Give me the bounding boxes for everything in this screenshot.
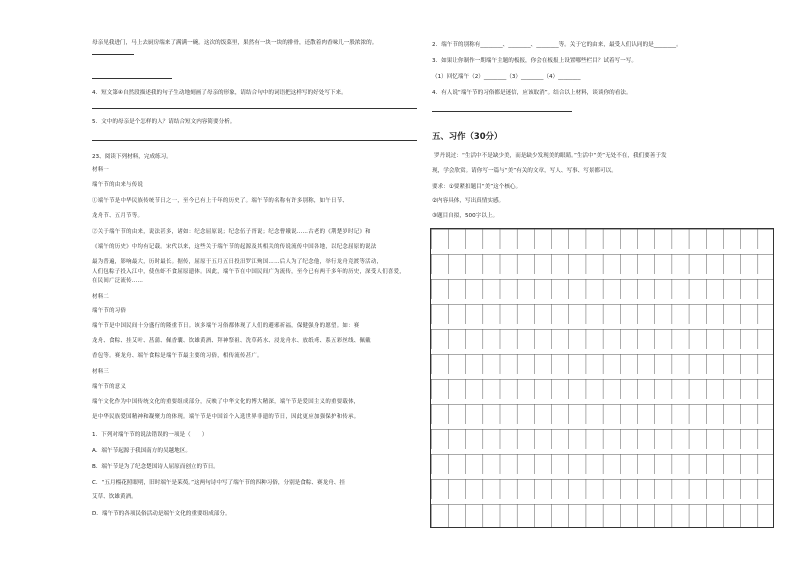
- question-4: 4．短文第④自然段描述我的句子生动地刻画了母亲的形象，请结合句中的词语把这样写的好处写下来。: [92, 90, 347, 96]
- question-4-right: 4．有人说“端午节的习俗都是迷信，应该取消”。结合以上材料，谈谈你的看法。: [432, 90, 632, 96]
- question-23-intro: 23、阅读下列材料，完成练习。: [92, 154, 172, 160]
- answer-blank[interactable]: [92, 78, 172, 79]
- material-1-title: 材料一: [92, 167, 110, 173]
- grid-row-gap: [431, 449, 773, 454]
- passage-line: 母亲见我进门，马上去厨房端来了满满一碗。这次的饭菜里，果然有一块一块的排骨，还散着肉香味儿一股浓浓的。: [92, 40, 378, 46]
- mc-option-d[interactable]: D．端午节的各项民俗活动是端午文化的重要组成部分。: [92, 511, 231, 517]
- grid-row-gap: [431, 374, 773, 379]
- material-2-title: 材料二: [92, 294, 110, 300]
- material-1-line: ①端午节是中华民族传统节日之一，至今已有上千年的历史了。端午节的名称有许多别称，如午日节、: [92, 198, 349, 204]
- writing-prompt-line: 罗丹说过：“生活中不是缺少美，而是缺少发现美的眼睛。”生活中“美”无处不在，我们要善于发: [434, 153, 667, 159]
- question-2: 2．端午节的别称有________、________、________等。关于它的由来，最受人们认同的是________。: [432, 42, 682, 48]
- mc-option-c[interactable]: C．“五月榴花照眼明，旧时端午是茱萸。”这两句诗中写了端午节的四种习俗，分别是食粽、赛龙舟、挂: [92, 480, 346, 486]
- material-1-line: 《端午的历史》中均有记载。宋代以来，这些关于端午节的起源及其相关的传说流传中国各地，以纪念屈原的说法: [92, 244, 377, 250]
- material-1-line: ②关于端午节的由来，说法甚多，诸如：纪念屈原说；纪念伍子胥说；纪念曹娥说……古老的《荆楚岁时记》和: [92, 229, 371, 235]
- grid-row-gap: [431, 299, 773, 304]
- writing-requirement: ②内容具体，写出真情实感。: [432, 198, 505, 204]
- mc-option-c-cont: 艾草、饮雄黄酒。: [92, 494, 137, 500]
- material-3-heading: 端午节的意义: [92, 384, 127, 390]
- material-2-line: 端午节是中国民间十分盛行的隆重节日。该多端午习俗都体现了人们的避邪祈福，保健强身的愿望。如：赛: [92, 323, 360, 329]
- material-3-title: 材料三: [92, 369, 110, 375]
- grid-row-gap: [431, 499, 773, 504]
- writing-requirement: 要求：①要紧扣题目“美”这个核心。: [432, 184, 522, 190]
- material-2-line: 龙舟、食粽、挂艾叶、菖蒲、佩香囊、饮雄黄酒、拜神祭祖、洗草药水、浸龙舟水、放纸鸢、系五彩丝线、佩戴: [92, 338, 371, 344]
- writing-requirement: ③题目自拟，500字以上。: [432, 213, 499, 219]
- answer-blank[interactable]: [92, 54, 134, 55]
- writing-prompt-line: 现，学会欣赏。请你写一篇与“美”有关的文章，写人、写事、写景都可以。: [432, 168, 617, 174]
- answer-blank[interactable]: [432, 111, 572, 112]
- material-2-line: 香包等。赛龙舟、端午食粽是端午节最主要的习俗，相传流传甚广。: [92, 353, 263, 359]
- grid-row-gap: [431, 249, 773, 254]
- question-5: 5．文中的母亲是个怎样的人？请结合短文内容简要分析。: [92, 119, 236, 125]
- mc-option-b[interactable]: B．端午节是为了纪念楚国诗人屈原而创立的节日。: [92, 464, 219, 470]
- composition-grid[interactable]: [430, 228, 774, 528]
- material-3-line: 端午文化作为中国传统文化的重要组成部分，反映了中华文化的博大精深，端午节是爱国主义的重要载体，: [92, 399, 360, 405]
- grid-row-gap: [431, 274, 773, 279]
- material-1-line: 人们包粽子投入江中，使鱼虾不食屈原遗体。因此，端午节在中国民间广为流传，至今已有两千多年的历史，深受人们喜爱，: [92, 269, 405, 275]
- grid-row-gap: [431, 474, 773, 479]
- grid-row-gap: [431, 349, 773, 354]
- grid-row-gap: [431, 399, 773, 404]
- material-1-line: 龙舟节、五月节等。: [92, 213, 144, 219]
- material-1-heading: 端午节的由来与传说: [92, 182, 144, 188]
- material-2-heading: 端午节的习俗: [92, 308, 127, 314]
- material-1-line: 最为普遍，影响最大，历时最长。据传，屈原于五月五日投汨罗江殉国……后人为了纪念他，举行龙舟竞渡等活动，: [92, 259, 383, 265]
- material-1-line: 在民间广泛流传……: [92, 278, 144, 284]
- answer-blank[interactable]: [92, 140, 417, 141]
- section-title: 五、习作（30分）: [432, 131, 503, 141]
- grid-row-gap: [431, 424, 773, 429]
- mc-question: 1．下列对端午节的说法错误的一项是（ ）: [92, 432, 208, 438]
- material-3-line: 是中华民族爱国精神和凝聚力的体现。端午节是中国首个入选世界非遗的节日，因此更应加强保护和传承。: [92, 414, 360, 420]
- answer-blank[interactable]: [92, 108, 417, 109]
- mc-option-a[interactable]: A．端午节起源于我国南方的吴越地区。: [92, 448, 191, 454]
- question-3: 3．如果让你制作一期端午主题的板报，你会在板报上设置哪些栏目？试着写一写。: [432, 58, 637, 64]
- question-3-items: （1）回忆端午（2）________（3）________（4）________: [432, 74, 581, 80]
- grid-row-gap: [431, 324, 773, 329]
